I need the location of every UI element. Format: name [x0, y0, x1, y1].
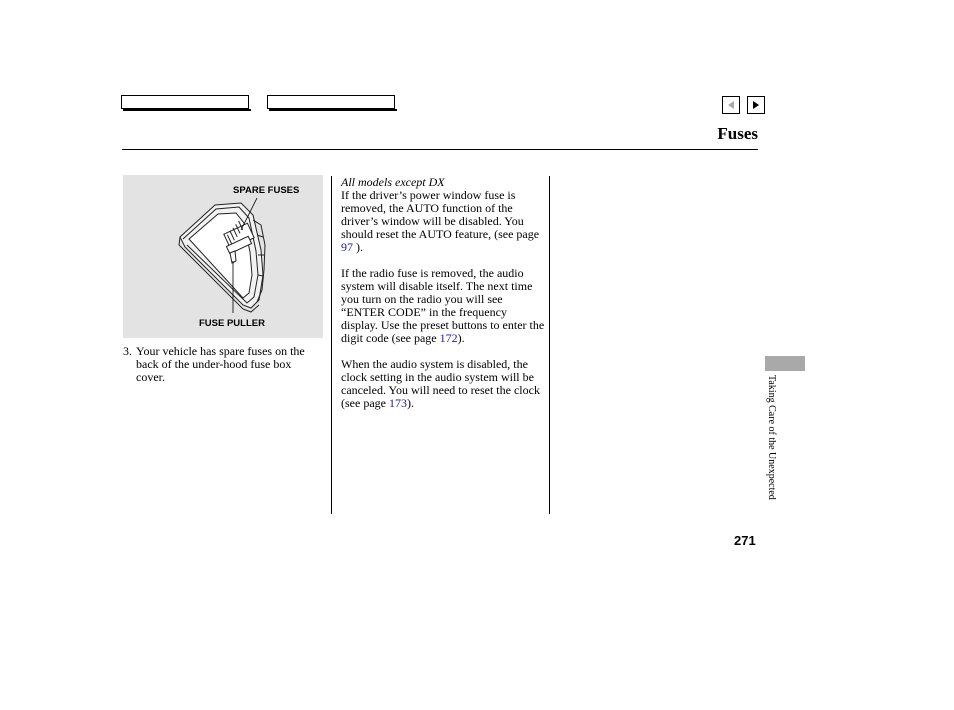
triangle-left-icon: [726, 100, 736, 110]
next-page-button[interactable]: [747, 96, 765, 114]
paragraph-end: ).: [457, 331, 465, 345]
fuse-box-cover-illustration: [123, 175, 323, 338]
list-item-text: Your vehicle has spare fuses on the back of the under-hood fuse box cover.: [136, 344, 305, 384]
paragraph-clock-setting: [341, 358, 545, 410]
section-tab-marker: [765, 356, 805, 371]
paragraph-end: ).: [356, 240, 363, 254]
page-link-97[interactable]: 97: [341, 240, 353, 254]
previous-page-button[interactable]: [722, 96, 740, 114]
column-divider: [549, 176, 550, 514]
column-divider: [331, 176, 332, 514]
paragraph-end: ).: [406, 396, 414, 410]
nav-box-index[interactable]: [267, 95, 395, 109]
spare-fuses-label: SPARE FUSES: [233, 185, 300, 196]
paragraph-radio-fuse: [341, 267, 545, 345]
paragraph-power-window: [341, 176, 545, 254]
title-divider: [122, 149, 758, 150]
paragraph-text: If the radio fuse is removed, the audio system will disable itself. The next time you turn on the radio you will see “ENTER CODE” in the frequency display. Use the preset buttons to enter the digit code (see page: [341, 266, 545, 345]
page-number: 271: [734, 533, 756, 548]
paragraph-text: When the audio system is disabled, the clock setting in the audio system will be canceled. You will need to reset the clock (see page: [341, 357, 540, 410]
middle-column: [341, 176, 545, 423]
fuse-puller-label: FUSE PULLER: [199, 318, 265, 329]
page-title: Fuses: [717, 124, 758, 143]
paragraph-text: If the driver’s power window fuse is removed, the AUTO function of the driver’s window will be disabled. You should reset the AUTO feature, (see page: [341, 188, 540, 241]
triangle-right-icon: [751, 100, 761, 110]
page-link-173[interactable]: 173: [388, 396, 407, 410]
section-label: Taking Care of the Unexpected: [766, 375, 777, 500]
fuse-box-cover-drawing: [123, 175, 323, 338]
nav-box-contents[interactable]: [121, 95, 249, 109]
list-item-3: [123, 345, 318, 384]
page-link-172[interactable]: 172: [439, 331, 458, 345]
list-item-number: 3.: [123, 344, 132, 358]
model-applicability-note: All models except DX: [341, 175, 445, 189]
